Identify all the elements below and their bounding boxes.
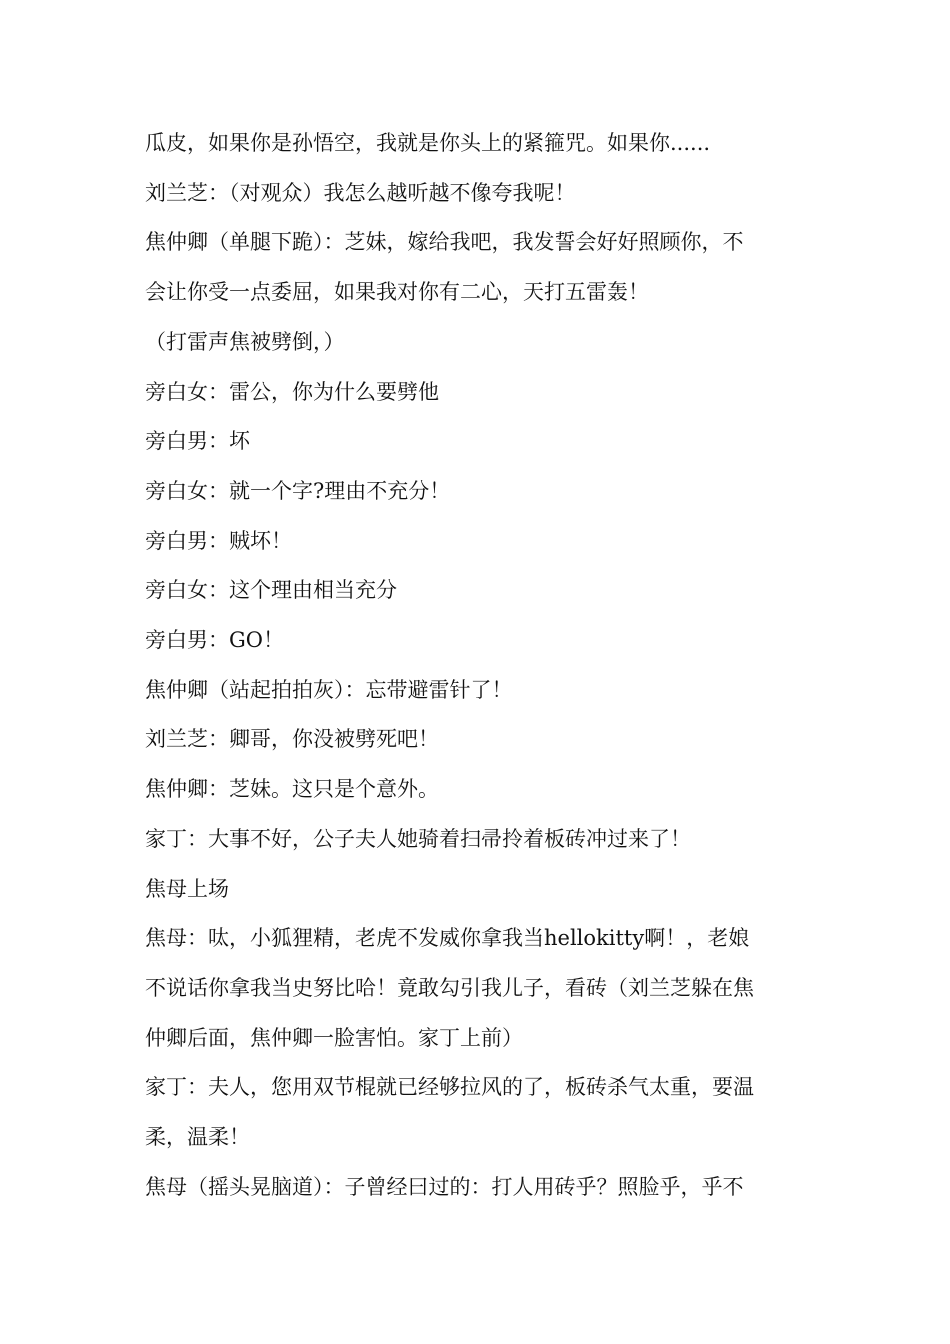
text-line: 焦母上场 bbox=[145, 876, 229, 901]
text-line: 仲卿后面，焦仲卿一脸害怕。家丁上前） bbox=[145, 1025, 523, 1050]
text-line: 柔，温柔！ bbox=[145, 1125, 250, 1150]
text-line: 焦仲卿：芝妹。这只是个意外。 bbox=[145, 777, 439, 802]
text-line: 旁白男：坏 bbox=[145, 429, 250, 454]
text-line: 旁白男：GO！ bbox=[145, 628, 284, 653]
text-line: 瓜皮，如果你是孙悟空，我就是你头上的紧箍咒。如果你...... bbox=[145, 131, 711, 155]
text-line: 旁白女：这个理由相当充分 bbox=[145, 578, 397, 603]
text-line: 旁白女：就一个字?理由不充分！ bbox=[145, 478, 451, 503]
text-line: 焦仲卿（站起拍拍灰）：忘带避雷针了！ bbox=[145, 677, 513, 702]
text-line: 会让你受一点委屈，如果我对你有二心，天打五雷轰！ bbox=[145, 280, 649, 305]
script-text-body bbox=[145, 119, 805, 1212]
text-line: 家丁：夫人，您用双节棍就已经够拉风的了，板砖杀气太重，要温 bbox=[145, 1075, 754, 1100]
text-line: 焦母：呔，小狐狸精，老虎不发威你拿我当hellokitty啊！，老娘 bbox=[145, 926, 750, 951]
text-line: 旁白男：贼坏！ bbox=[145, 528, 292, 553]
text-line: 刘兰芝：（对观众）我怎么越听越不像夸我呢！ bbox=[145, 180, 576, 205]
text-line: 焦母（摇头晃脑道）：子曾经曰过的：打人用砖乎？照脸乎，乎不 bbox=[145, 1174, 744, 1199]
text-line: 刘兰芝：卿哥，你没被劈死吧！ bbox=[145, 727, 439, 752]
text-line: 焦仲卿（单腿下跪）：芝妹，嫁给我吧，我发誓会好好照顾你，不 bbox=[145, 230, 744, 255]
text-line: 不说话你拿我当史努比哈！竟敢勾引我儿子，看砖（刘兰芝躲在焦 bbox=[145, 975, 754, 1000]
text-line: （打雷声焦被劈倒，） bbox=[145, 329, 345, 354]
text-line: 家丁：大事不好，公子夫人她骑着扫帚拎着板砖冲过来了！ bbox=[145, 826, 691, 851]
text-line: 旁白女：雷公，你为什么要劈他 bbox=[145, 379, 439, 404]
